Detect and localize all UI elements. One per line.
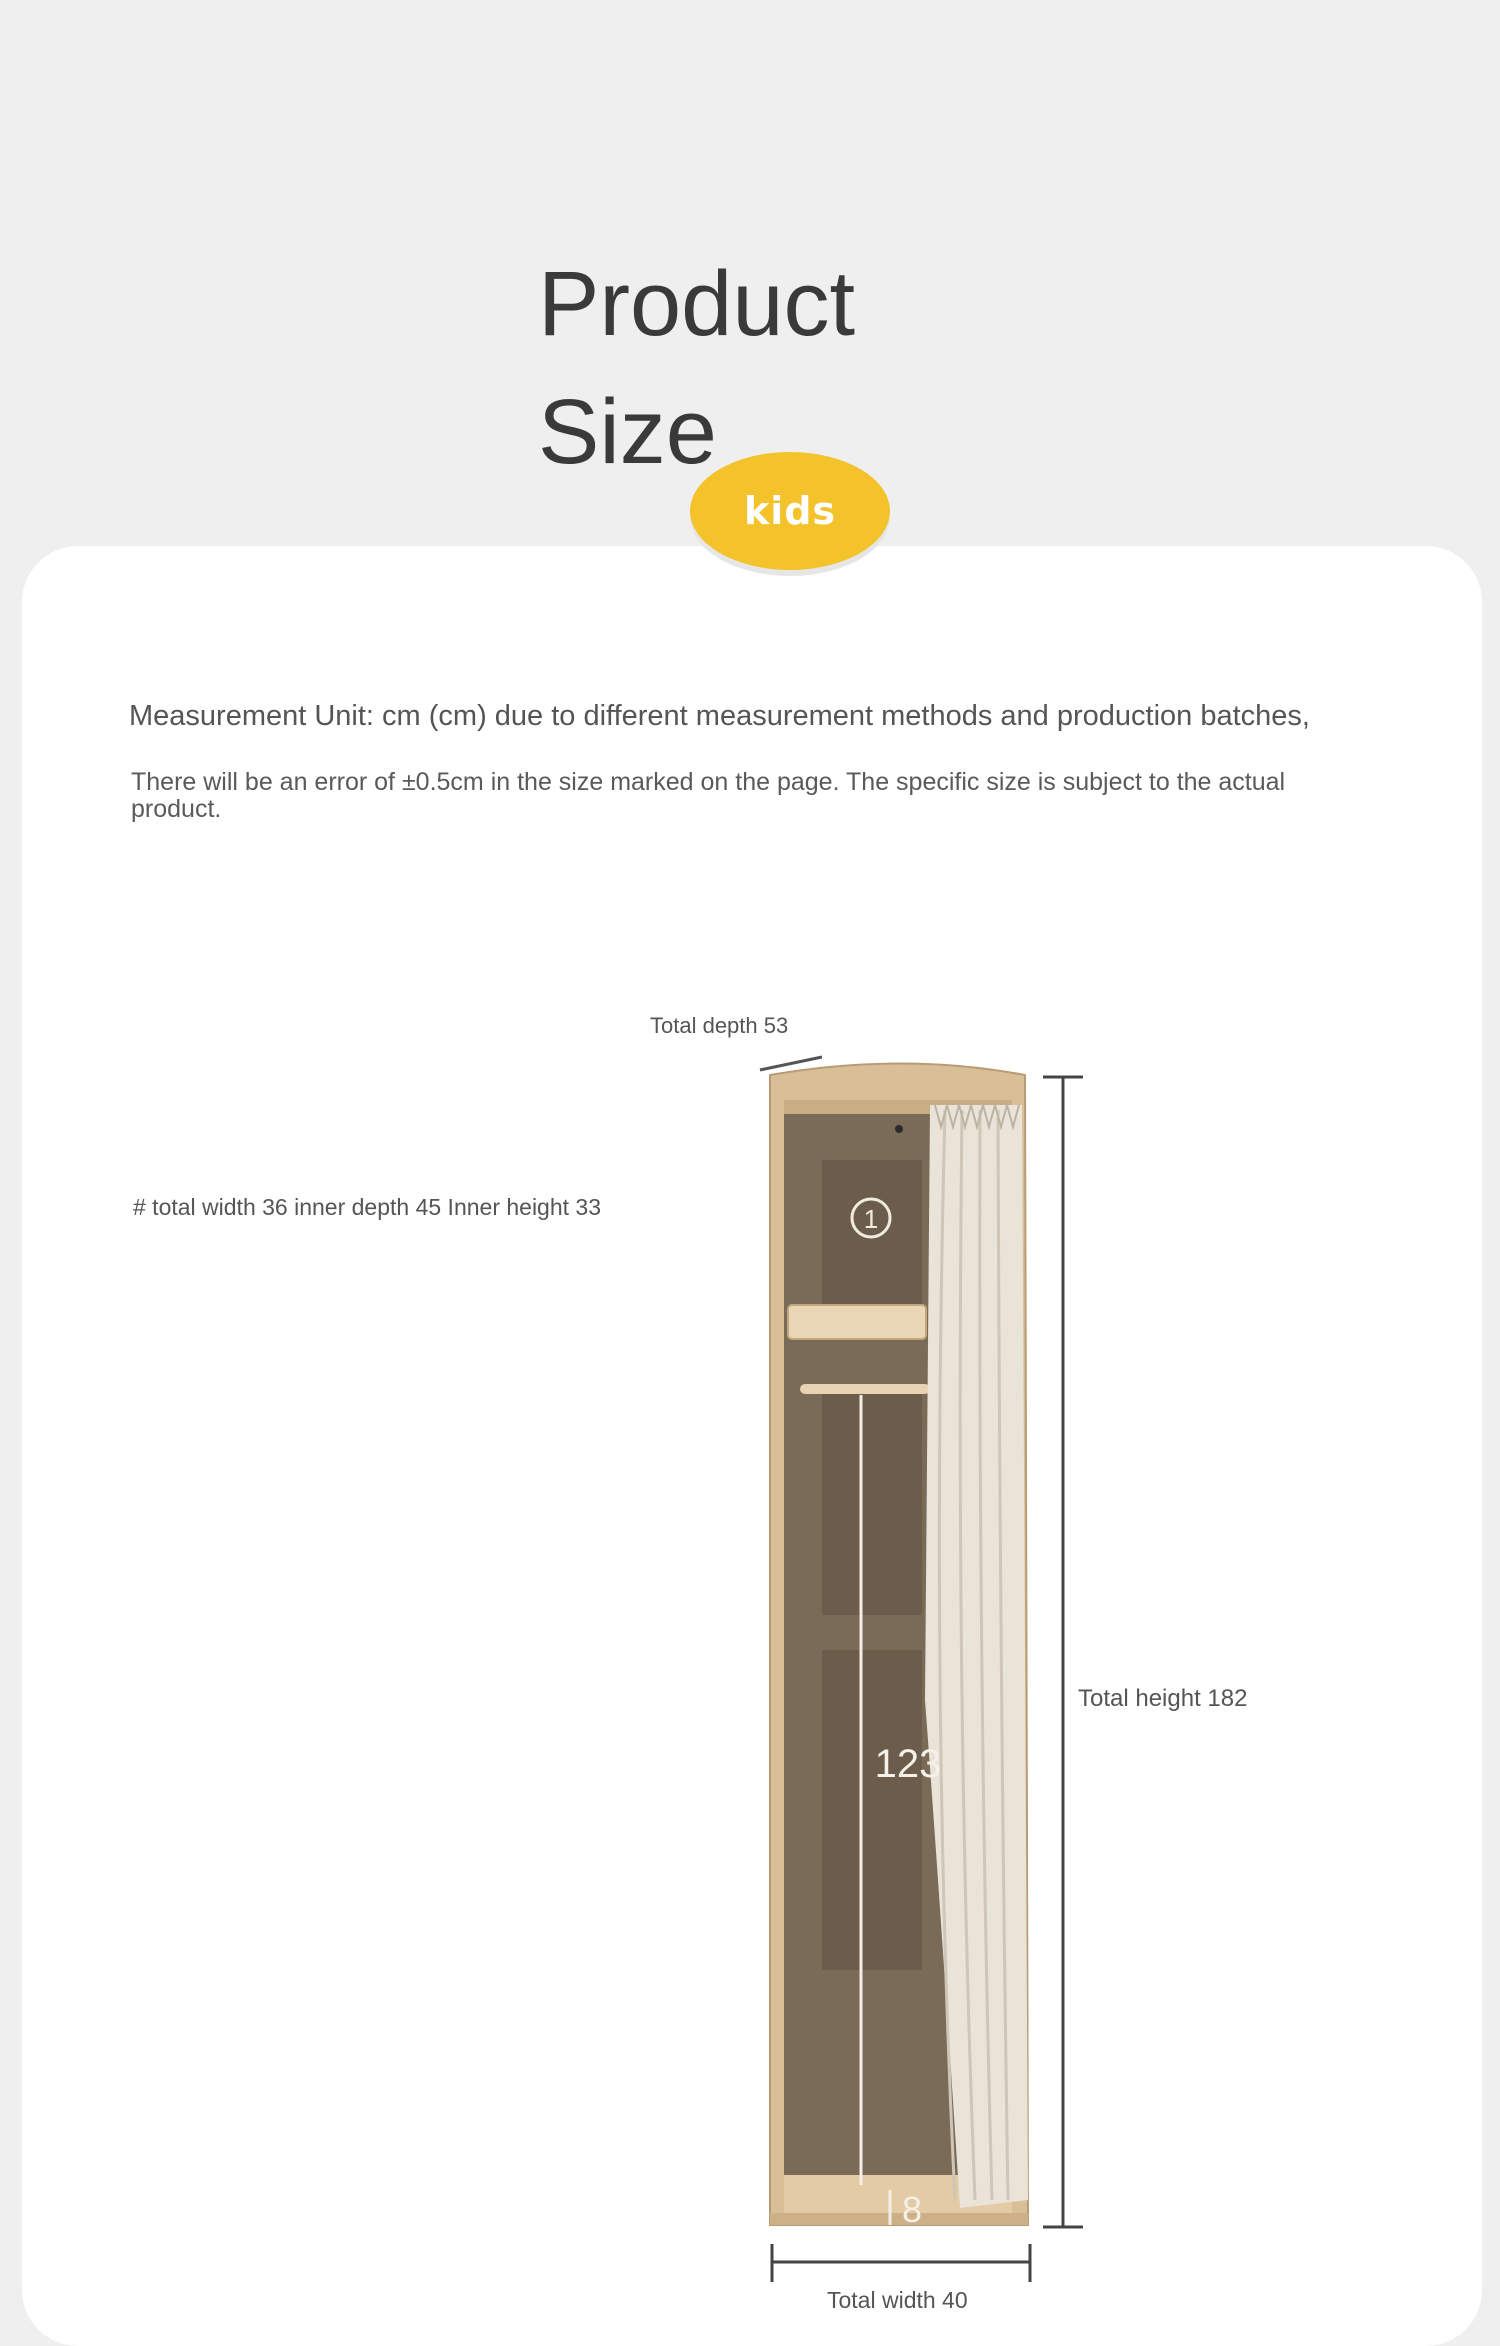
total-depth-label: Total depth 53 bbox=[650, 1013, 789, 1038]
hanging-height-value: 123 bbox=[874, 1742, 942, 1786]
compartment-spec-text: # total width 36 inner depth 45 Inner height 33 bbox=[133, 1194, 602, 1220]
compartment-marker-number: 1 bbox=[863, 1204, 879, 1234]
kids-badge: kids bbox=[690, 452, 890, 570]
error-tolerance-note: There will be an error of ±0.5cm in the size marked on the page. The specific size is subject to the actual product. bbox=[131, 768, 1286, 823]
measurement-unit-note: Measurement Unit: cm (cm) due to different measurement methods and production batches, bbox=[129, 700, 1310, 732]
total-height-label: Total height 182 bbox=[1078, 1685, 1248, 1712]
height-dimension-line bbox=[1043, 1077, 1083, 2227]
width-dimension-line bbox=[772, 2244, 1030, 2282]
title-line-1: Product bbox=[538, 253, 856, 355]
title-line-2: Size bbox=[538, 381, 717, 483]
base-height-value: 8 bbox=[901, 2189, 923, 2230]
total-width-label: Total width 40 bbox=[827, 2287, 968, 2313]
